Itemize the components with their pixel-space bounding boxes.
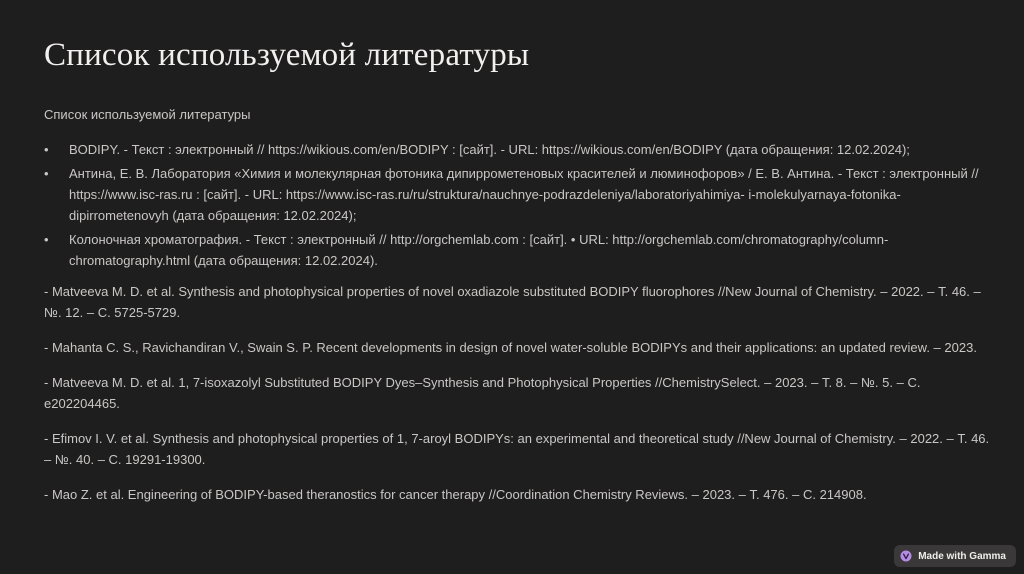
slide-content: [44, 104, 994, 519]
bullet-item: • BODIPY. - Текст : электронный // https://wikious.com/en/BODIPY : [сайт]. - URL: https://wikious.com/en/BODIPY (дата обращения: 12.02.2024);: [44, 139, 994, 160]
page-title: Список используемой литературы: [44, 37, 530, 73]
gamma-logo-icon: [900, 550, 912, 562]
made-with-gamma-badge[interactable]: [894, 545, 1016, 567]
badge-label: Made with Gamma: [918, 550, 1006, 562]
bullet-list: [44, 139, 994, 271]
reference-item: - Matveeva M. D. et al. 1, 7-isoxazolyl Substituted BODIPY Dyes–Synthesis and Photophysical Properties //ChemistrySelect. – 2023. – Т. 8. – №. 5. – С. e202204465.: [44, 375, 921, 411]
reference-item: - Matveeva M. D. et al. Synthesis and photophysical properties of novel oxadiazole substituted BODIPY fluorophores //New Journal of Chemistry. – 2022. – Т. 46. – №. 12. – С. 5725-5729.: [44, 284, 981, 320]
reference-item: - Efimov I. V. et al. Synthesis and photophysical properties of 1, 7-aroyl BODIPYs: an experimental and theoretical study //New Journal of Chemistry. – 2022. – Т. 46. – №. 40. – С. 19291-19300.: [44, 431, 990, 467]
bullet-item: • Антина, Е. В. Лаборатория «Химия и молекулярная фотоника дипиррометеновых красителей и люминофоров» / Е. В. Антина. - Текст : электронный // https://www.isc-ras.ru : [сайт]. - URL: https://www.isc-ras.ru/ru/struktura/nauchnye-podrazdeleniya/laboratoriyahimiya- i-molekulyarnaya-fotonika-dipirrometenovyh (дата обращения: 12.02.2024);: [44, 163, 994, 226]
reference-item: - Mahanta C. S., Ravichandiran V., Swain S. P. Recent developments in design of novel water-soluble BODIPYs and their applications: an updated review. – 2023.: [44, 340, 977, 355]
reference-item: - Mao Z. et al. Engineering of BODIPY-based theranostics for cancer therapy //Coordination Chemistry Reviews. – 2023. – Т. 476. – С. 214908.: [44, 487, 867, 502]
bullet-item: • Колоночная хроматография. - Текст : электронный // http://orgchemlab.com : [сайт]. • URL: http://orgchemlab.com/chromatography/column-chromatography.html (дата обращения: 12.02.2024).: [44, 229, 994, 271]
subheading: Список используемой литературы: [44, 107, 251, 122]
